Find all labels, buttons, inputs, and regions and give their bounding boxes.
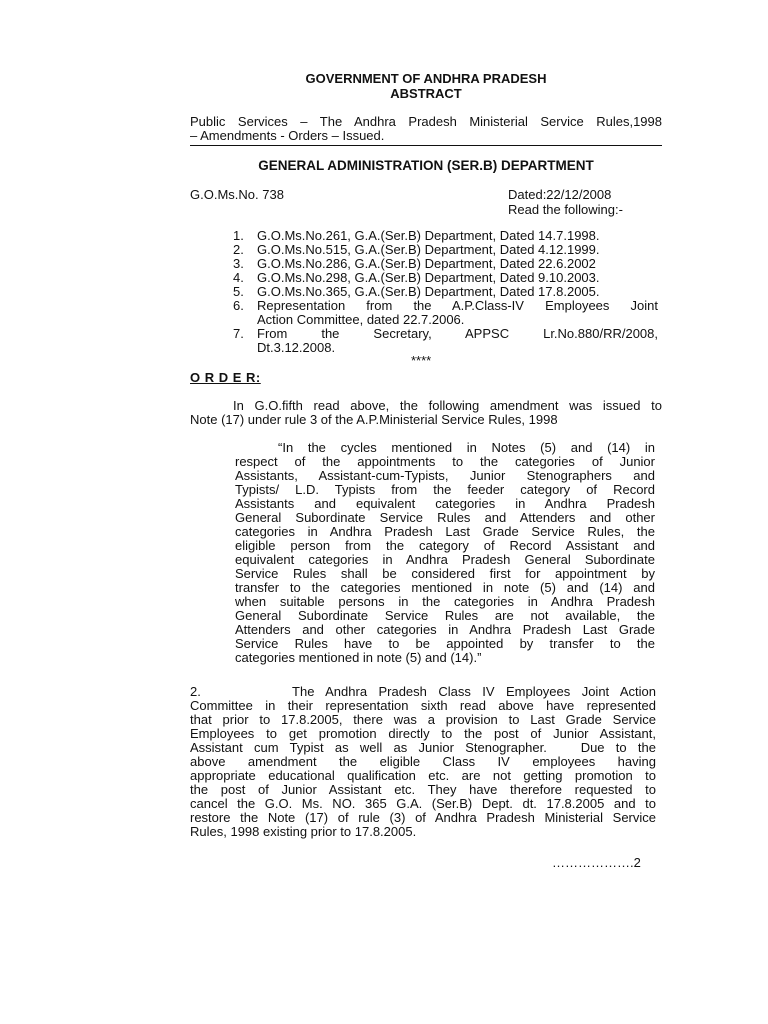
quote-line: Service Rules have to be appointed by transfer to the: [235, 636, 655, 651]
go-number: G.O.Ms.No. 738: [190, 187, 284, 202]
quote-line: Assistants, Assistant-cum-Typists, Junior Stenographers and: [235, 468, 655, 483]
reference-text: G.O.Ms.No.515, G.A.(Ser.B) Department, Dated 4.12.1999.: [257, 242, 600, 257]
paragraph-line: Committee in their representation sixth read above have represented: [190, 698, 656, 713]
reference-text: G.O.Ms.No.365, G.A.(Ser.B) Department, Dated 17.8.2005.: [257, 284, 600, 299]
reference-item: [233, 299, 658, 327]
go-date: Dated:22/12/2008: [508, 187, 612, 202]
paragraph-2: [190, 685, 656, 839]
quote-line: eligible person from the category of Record Assistant and: [235, 538, 655, 553]
reference-text: G.O.Ms.No.261, G.A.(Ser.B) Department, Dated 14.7.1998.: [257, 228, 600, 243]
paragraph-line: the post of Junior Assistant etc. They have therefore requested to: [190, 782, 656, 797]
paragraph-line: Note (17) under rule 3 of the A.P.Ministerial Service Rules, 1998: [190, 412, 558, 427]
order-heading: O R D E R:: [190, 370, 261, 385]
reference-item: [233, 229, 658, 243]
paragraph-line: Rules, 1998 existing prior to 17.8.2005.: [190, 824, 417, 839]
quote-line: respect of the appointments to the categories of Junior: [235, 454, 655, 469]
quote-line: categories mentioned in note (5) and (14).”: [235, 650, 482, 665]
paragraph-line: In G.O.fifth read above, the following amendment was issued to: [233, 398, 662, 413]
quote-line: when suitable persons in the categories in Andhra Pradesh: [235, 594, 655, 609]
reference-number: 6.: [233, 298, 244, 313]
quote-line: Assistants and equivalent categories in Andhra Pradesh: [235, 496, 655, 511]
quote-line: Service Rules shall be considered first for appointment by: [235, 566, 655, 581]
paragraph-line: Employees to get promotion directly to the post of Junior Assistant,: [190, 726, 656, 741]
paragraph-line: 2. The Andhra Pradesh Class IV Employees Joint Action: [190, 684, 656, 699]
abstract-heading: ABSTRACT: [390, 86, 462, 101]
reference-number: 4.: [233, 270, 244, 285]
quote-line: “In the cycles mentioned in Notes (5) and (14) in: [278, 440, 655, 455]
reference-item: [233, 285, 658, 299]
quote-line: categories in Andhra Pradesh Last Grade Service Rules, the: [235, 524, 655, 539]
paragraph-line: that prior to 17.8.2005, there was a provision to Last Grade Service: [190, 712, 656, 727]
subject-underline: [190, 145, 662, 146]
page-continuation: ……………….2: [552, 855, 641, 870]
quote-line: Attenders and other categories in Andhra Pradesh Last Grade: [235, 622, 655, 637]
quoted-amendment: [235, 441, 655, 665]
subject-block: [190, 115, 662, 143]
paragraph-line: above amendment the eligible Class IV employees having: [190, 754, 656, 769]
reference-list: [233, 229, 658, 355]
paragraph-line: appropriate educational qualification etc. are not getting promotion to: [190, 768, 656, 783]
reference-item: [233, 257, 658, 271]
reference-number: 1.: [233, 228, 244, 243]
paragraph-line: cancel the G.O. Ms. NO. 365 G.A. (Ser.B) Dept. dt. 17.8.2005 and to: [190, 796, 656, 811]
quote-line: equivalent categories in Andhra Pradesh General Subordinate: [235, 552, 655, 567]
quote-line: General Subordinate Service Rules and Attenders and other: [235, 510, 655, 525]
government-heading: GOVERNMENT OF ANDHRA PRADESH: [305, 71, 547, 86]
paragraph-line: Assistant cum Typist as well as Junior Stenographer. Due to the: [190, 740, 656, 755]
reference-number: 7.: [233, 326, 244, 341]
reference-item: [233, 327, 658, 355]
reference-text-continued: Dt.3.12.2008.: [257, 340, 336, 355]
subject-line: – Amendments - Orders – Issued.: [190, 128, 385, 143]
quote-line: Typists/ L.D. Typists from the feeder category of Record: [235, 482, 655, 497]
reference-number: 3.: [233, 256, 244, 271]
reference-text: G.O.Ms.No.298, G.A.(Ser.B) Department, Dated 9.10.2003.: [257, 270, 600, 285]
reference-text: From the Secretary, APPSC Lr.No.880/RR/2008,: [257, 326, 658, 341]
reference-number: 5.: [233, 284, 244, 299]
subject-line: Public Services – The Andhra Pradesh Ministerial Service Rules,1998: [190, 114, 662, 129]
reference-item: [233, 243, 658, 257]
read-following-label: Read the following:-: [508, 202, 623, 217]
reference-number: 2.: [233, 242, 244, 257]
reference-text: G.O.Ms.No.286, G.A.(Ser.B) Department, Dated 22.6.2002: [257, 256, 596, 271]
reference-text: Representation from the A.P.Class-IV Employees Joint: [257, 298, 658, 313]
separator-stars: ****: [411, 353, 432, 368]
quote-line: General Subordinate Service Rules are not available, the: [235, 608, 655, 623]
department-heading: GENERAL ADMINISTRATION (SER.B) DEPARTMENT: [258, 158, 594, 173]
reference-text-continued: Action Committee, dated 22.7.2006.: [257, 312, 465, 327]
paragraph-1: [190, 399, 662, 427]
reference-item: [233, 271, 658, 285]
quote-line: transfer to the categories mentioned in note (5) and (14) and: [235, 580, 655, 595]
paragraph-line: restore the Note (17) of rule (3) of Andhra Pradesh Ministerial Service: [190, 810, 656, 825]
